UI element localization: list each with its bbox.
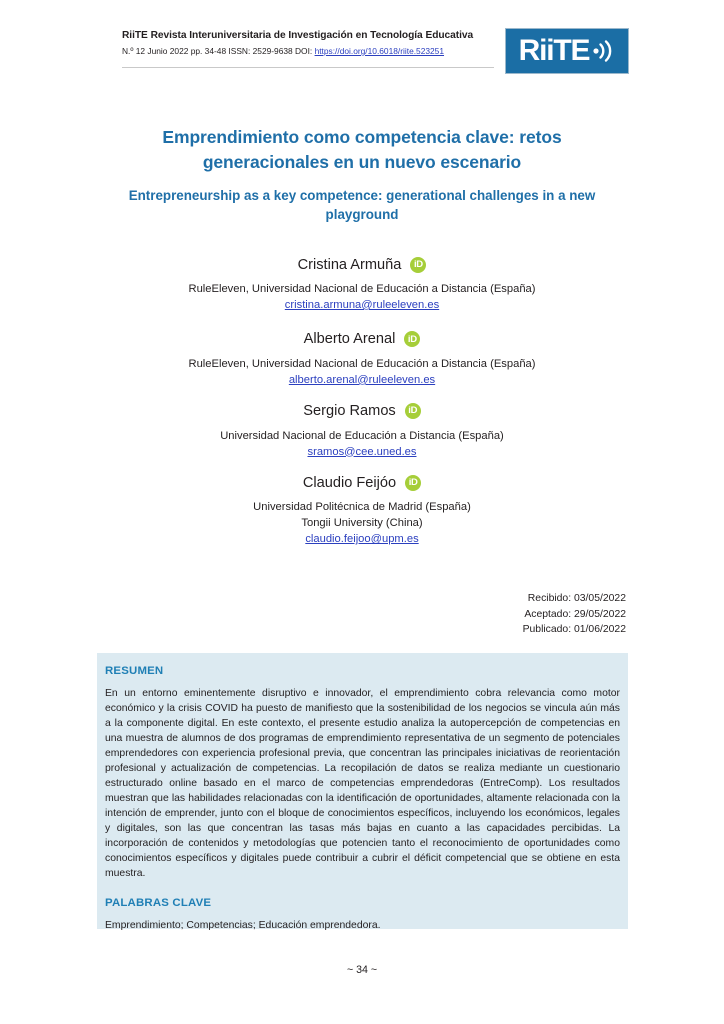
spacer	[92, 390, 632, 399]
date-published: Publicado: 01/06/2022	[522, 624, 626, 636]
page-footer: ~ 34 ~	[346, 964, 378, 976]
abstract-body: En un entorno eminentemente disruptivo e innovador, el emprendimiento cobra relevancia como motor económico y la crisis COVID ha puesto de manifiesto que la sostenibilidad de los negocios se vincula aún más a la componente digital. En este contexto, el presente estudio analiza la autopercepción de competencias en una muestra de alumnos de dos programas de emprendimiento representativa de un segmento de potenciales emprendedores con experiencia profesional previa, que concentran las principales iniciativas de reorientación profesional y actualización de competencias. La recopilación de datos se realiza mediante un cuestionario estructurado online basado en el marco de competencias emprendedoras (EntreComp). Los resultados muestran que las habilidades relacionadas con la identificación de oportunidades, altamente relacionada con la intención de emprender, junto con el bloque de conocimientos específicos, incluyendo los económicos, legales y digitales, son las que concentran las tasas más bajas en cuanto a las capacidades percibidas. La incorporación de contenidos y metodologías que potencien tanto el reconocimiento de oportunidades como conocimientos específicos y digitales puede contribuir a cubrir el déficit competencial que se obtiene en esta muestra.	[105, 688, 620, 880]
riite-logo-wordmark: RiiTE	[518, 34, 590, 67]
spacer	[92, 315, 632, 327]
author-name-row	[92, 252, 632, 277]
orcid-icon[interactable]: iD	[405, 475, 421, 491]
keywords-body: Emprendimiento; Competencias; Educación emprendedora.	[105, 920, 381, 932]
author-name: Claudio Feijóo	[302, 474, 397, 491]
author-affiliation: Universidad Nacional de Educación a Distancia (España)	[220, 429, 504, 442]
author-block	[92, 399, 632, 461]
header-text-block	[122, 30, 502, 56]
author-affiliation: RuleEleven, Universidad Nacional de Educación a Distancia (España)	[188, 357, 536, 370]
author-email[interactable]: claudio.feijoo@upm.es	[305, 533, 419, 546]
orcid-icon[interactable]: iD	[404, 331, 420, 347]
doi-link[interactable]: https://doi.org/10.6018/riite.523251	[314, 46, 445, 56]
date-received: Recibido: 03/05/2022	[527, 593, 626, 604]
author-block	[92, 327, 632, 389]
author-affiliation: Universidad Politécnica de Madrid (España)	[253, 501, 471, 514]
author-email[interactable]: cristina.armuna@ruleeleven.es	[284, 298, 440, 311]
page-header	[122, 30, 629, 82]
journal-title: RiiTE Revista Interuniversitaria de Investigación en Tecnología Educativa	[122, 30, 474, 41]
journal-meta	[122, 46, 502, 56]
author-email[interactable]: alberto.arenal@ruleeleven.es	[288, 373, 436, 386]
orcid-icon[interactable]: iD	[410, 257, 426, 273]
author-email[interactable]: sramos@cee.uned.es	[307, 445, 417, 458]
author-affiliation: RuleEleven, Universidad Nacional de Educación a Distancia (España)	[188, 283, 536, 295]
author-block	[92, 252, 632, 314]
orcid-icon[interactable]: iD	[405, 403, 421, 419]
spacer	[92, 461, 632, 470]
header-divider	[122, 67, 494, 68]
journal-meta-text: N.º 12 Junio 2022 pp. 34-48 ISSN: 2529-9638 DOI:	[122, 46, 315, 56]
publication-dates	[523, 591, 626, 638]
riite-logo	[505, 28, 629, 74]
abstract-heading: RESUMEN	[105, 665, 164, 677]
author-name-row	[92, 327, 632, 352]
keywords-heading: PALABRAS CLAVE	[105, 897, 212, 910]
author-name-row	[92, 399, 632, 424]
riite-logo-inner	[519, 36, 616, 66]
date-accepted: Aceptado: 29/05/2022	[524, 608, 626, 620]
author-name: Cristina Armuña	[297, 256, 402, 273]
authors-section	[92, 252, 632, 549]
author-name: Sergio Ramos	[303, 403, 396, 420]
signal-waves-icon	[593, 38, 615, 64]
abstract-panel	[97, 653, 628, 932]
author-affiliation: Tongii University (China)	[301, 517, 423, 530]
author-block	[92, 470, 632, 548]
author-name-row	[92, 470, 632, 495]
author-name: Alberto Arenal	[303, 331, 396, 348]
article-title-spanish: Emprendimiento como competencia clave: retos generacionales en un nuevo escenario	[162, 127, 562, 172]
article-title-english: Entrepreneurship as a key competence: generational challenges in a new playground	[128, 188, 596, 223]
